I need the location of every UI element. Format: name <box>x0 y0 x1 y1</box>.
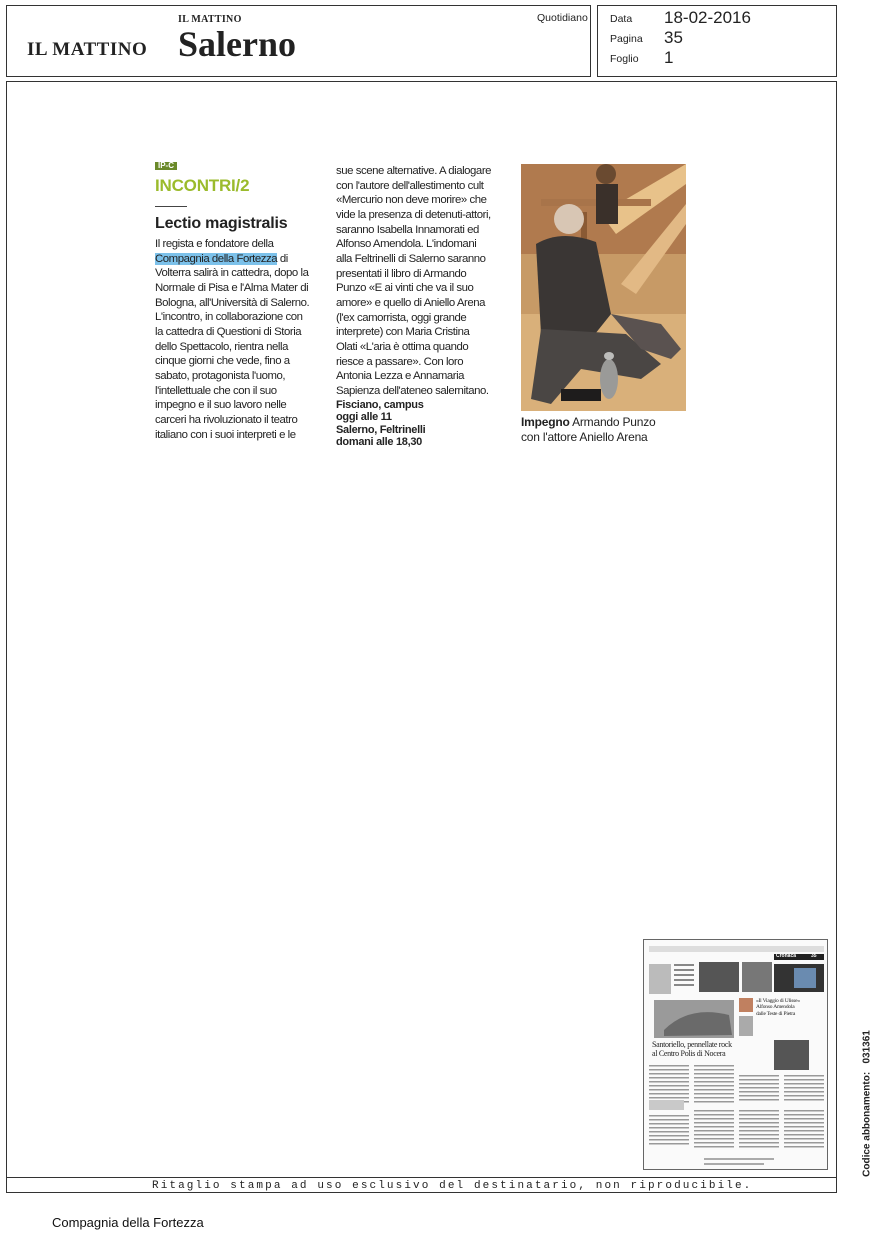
text-line: l'intellettuale che con il suo <box>155 384 277 397</box>
data-value: 18-02-2016 <box>664 8 751 27</box>
thumb-headline: Santoriello, pennellate rock al Centro Polis di Nocera <box>652 1040 732 1058</box>
article-photo <box>521 164 686 411</box>
masthead-small: IL MATTINO <box>178 14 242 25</box>
text-line: Volterra salirà in cattedra, dopo la <box>155 267 309 280</box>
text-line: Punzo «E ai vinti che va il suo <box>336 282 474 295</box>
footer-notice: Ritaglio stampa ad uso esclusivo del destinatario, non riproducibile. <box>152 1180 753 1192</box>
text-line: Normale di Pisa e l'Alma Mater di <box>155 281 309 294</box>
edition-title: Salerno <box>178 24 297 64</box>
article-column-2 <box>336 164 508 449</box>
thumb-side-title: «Il Viaggio di Ulisse» Alfonso Amendola dalle Teste di Pietra <box>756 998 800 1017</box>
info-time-1: oggi alle 11 <box>336 411 392 424</box>
text-line: la cattedra di Questioni di Storia <box>155 325 302 338</box>
masthead-logo: IL MATTINO <box>27 39 148 60</box>
page-thumbnail <box>643 939 828 1170</box>
text-line: Il regista e fondatore della <box>155 238 274 250</box>
article-headline: Lectio magistralis <box>155 215 288 232</box>
text-line: carceri ha rivoluzionato il teatro <box>155 413 298 426</box>
kicker-tag: IP-C <box>155 162 177 170</box>
text-line: sue scene alternative. A dialogare <box>336 165 492 177</box>
text-line: riesce a passare». Con loro <box>336 355 464 368</box>
footer-divider <box>6 1177 837 1178</box>
text-line: impegno e il suo lavoro nelle <box>155 399 287 412</box>
pagina-label: Pagina <box>610 33 643 45</box>
text-line: sabato, protagonista l'uomo, <box>155 369 286 382</box>
event-info <box>336 399 508 449</box>
text-line: cinque giorni che vede, fino a <box>155 355 290 368</box>
text-line: Alfonso Amendola. L'indomani <box>336 238 477 251</box>
caption-text-1: Armando Punzo <box>569 415 656 429</box>
text-line: L'incontro, in collaborazione con <box>155 311 303 324</box>
thumb-page: 35 <box>811 953 817 959</box>
text-line: dello Spettacolo, rientra nella <box>155 340 288 353</box>
text-line: vide la presenza di detenuti-attori, <box>336 208 491 221</box>
codice-abbonamento: Codice abbonamento: 031361 <box>861 1030 873 1177</box>
text-line: presentati il libro di Armando <box>336 267 467 280</box>
text-line: amore» e quello di Aniello Arena <box>336 296 485 309</box>
text-line: Antonia Lezza e Annamaria <box>336 370 465 383</box>
info-place-1: Fisciano, campus <box>336 398 424 411</box>
caption-text-2: con l'attore Aniello Arena <box>521 430 648 444</box>
text-line: alla Feltrinelli di Salerno saranno <box>336 252 486 265</box>
text-line: saranno Isabella Innamorati ed <box>336 223 479 236</box>
text-line: italiano con i suoi interpreti e le <box>155 428 296 441</box>
keyword-highlight: Compagnia della Fortezza <box>155 252 278 265</box>
text-line: Sapienza dell'ateneo salernitano. <box>336 384 489 397</box>
article-column-1 <box>155 237 325 442</box>
section-rule <box>155 206 187 207</box>
text-line: interprete) con Maria Cristina <box>336 326 470 339</box>
text-line: Bologna, all'Università di Salerno. <box>155 296 310 309</box>
text-line: Olati «L'aria è ottima quando <box>336 340 469 353</box>
data-label: Data <box>610 13 633 25</box>
photo-caption <box>521 415 656 445</box>
info-time-2: domani alle 18,30 <box>336 436 422 449</box>
text-line: con l'autore dell'allestimento cult <box>336 179 484 192</box>
keyword-label: Compagnia della Fortezza <box>52 1215 204 1230</box>
publication-type: Quotidiano <box>537 12 588 24</box>
foglio-value: 1 <box>664 48 674 67</box>
photo-illustration <box>521 164 686 411</box>
thumb-section: Cronaca <box>776 953 797 959</box>
pagina-value: 35 <box>664 28 683 47</box>
text-line: (l'ex camorrista, oggi grande <box>336 311 467 324</box>
section-title: INCONTRI/2 <box>155 176 250 195</box>
text-line: Compagnia della Fortezza di <box>155 252 288 265</box>
foglio-label: Foglio <box>610 53 639 65</box>
text-line: «Mercurio non deve morire» che <box>336 194 487 207</box>
caption-bold: Impegno <box>521 415 570 429</box>
info-place-2: Salerno, Feltrinelli <box>336 423 426 436</box>
